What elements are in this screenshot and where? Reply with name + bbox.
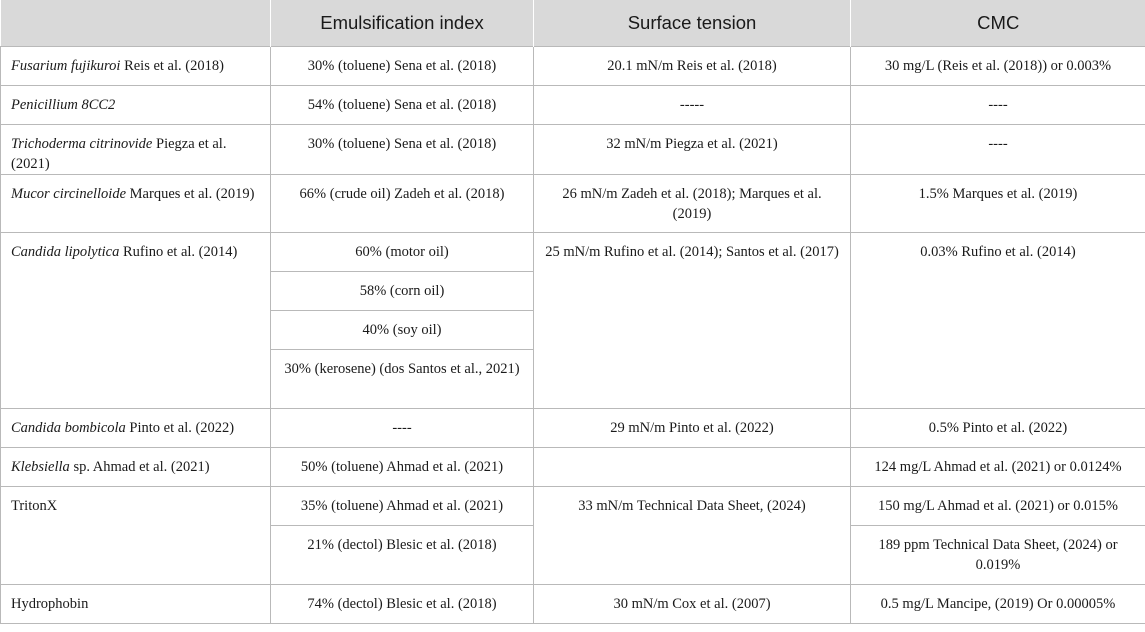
- emulsification-cell: 35% (toluene) Ahmad et al. (2021): [271, 487, 534, 526]
- table-row: [1, 487, 1145, 526]
- organism-cell: [1, 47, 271, 86]
- species-reference: Pinto et al. (2022): [125, 420, 235, 436]
- surface-tension-cell: 33 mN/m Technical Data Sheet, (2024): [534, 487, 851, 585]
- surface-tension-cell: 25 mN/m Rufino et al. (2014); Santos et al. (2017): [534, 233, 851, 409]
- emulsification-cell: 50% (toluene) Ahmad et al. (2021): [271, 448, 534, 487]
- organism-cell: [1, 448, 271, 487]
- emulsification-cell: 30% (toluene) Sena et al. (2018): [271, 47, 534, 86]
- cmc-cell: ----: [851, 86, 1145, 125]
- cmc-cell: 30 mg/L (Reis et al. (2018)) or 0.003%: [851, 47, 1145, 86]
- table-header-row: [1, 0, 1145, 47]
- emulsification-cell: 21% (dectol) Blesic et al. (2018): [271, 526, 534, 585]
- species-name: Trichoderma citrinovide: [11, 136, 153, 152]
- species-reference: Rufino et al. (2014): [119, 244, 238, 260]
- table-row: [1, 448, 1145, 487]
- table-row: [1, 125, 1145, 175]
- surface-tension-cell: [534, 448, 851, 487]
- header-emulsification-index: Emulsification index: [271, 0, 534, 47]
- cmc-cell: 0.03% Rufino et al. (2014): [851, 233, 1145, 409]
- emulsification-cell: 40% (soy oil): [271, 311, 534, 350]
- species-name: Klebsiella: [11, 459, 70, 475]
- organism-cell: [1, 125, 271, 175]
- species-reference: Piegza et al. (2021): [11, 136, 227, 172]
- table-row: [1, 47, 1145, 86]
- organism-cell: [1, 86, 271, 125]
- cmc-cell: 0.5% Pinto et al. (2022): [851, 409, 1145, 448]
- species-reference: Marques et al. (2019): [126, 186, 255, 202]
- table-row: [1, 585, 1145, 624]
- species-name: Mucor circinelloide: [11, 186, 127, 202]
- species-reference: Reis et al. (2018): [120, 58, 224, 74]
- table-row: [1, 175, 1145, 233]
- species-name: Penicillium 8CC2: [11, 97, 116, 113]
- species-name: Candida bombicola: [11, 420, 126, 436]
- cmc-cell: ----: [851, 125, 1145, 175]
- surface-tension-cell: 20.1 mN/m Reis et al. (2018): [534, 47, 851, 86]
- emulsification-cell: 58% (corn oil): [271, 272, 534, 311]
- organism-cell: [1, 175, 271, 233]
- species-name: Candida lipolytica: [11, 244, 120, 260]
- species-name: Fusarium fujikuroi: [11, 58, 121, 74]
- emulsification-cell: ----: [271, 409, 534, 448]
- surface-tension-cell: 26 mN/m Zadeh et al. (2018); Marques et al. (2019): [534, 175, 851, 233]
- table-row: [1, 233, 1145, 272]
- organism-cell: Hydrophobin: [1, 585, 271, 624]
- table-row: [1, 86, 1145, 125]
- surface-tension-cell: 30 mN/m Cox et al. (2007): [534, 585, 851, 624]
- surface-tension-cell: 32 mN/m Piegza et al. (2021): [534, 125, 851, 175]
- cmc-cell: 189 ppm Technical Data Sheet, (2024) or 0.019%: [851, 526, 1145, 585]
- table-row: [1, 409, 1145, 448]
- emulsification-cell: 30% (toluene) Sena et al. (2018): [271, 125, 534, 175]
- header-organism: [1, 0, 271, 47]
- cmc-cell: 124 mg/L Ahmad et al. (2021) or 0.0124%: [851, 448, 1145, 487]
- organism-cell: TritonX: [1, 487, 271, 585]
- emulsification-cell: 54% (toluene) Sena et al. (2018): [271, 86, 534, 125]
- surface-tension-cell: 29 mN/m Pinto et al. (2022): [534, 409, 851, 448]
- cmc-cell: 150 mg/L Ahmad et al. (2021) or 0.015%: [851, 487, 1145, 526]
- emulsification-cell: 30% (kerosene) (dos Santos et al., 2021): [271, 350, 534, 409]
- emulsification-cell: 60% (motor oil): [271, 233, 534, 272]
- organism-cell: [1, 409, 271, 448]
- emulsification-cell: 66% (crude oil) Zadeh et al. (2018): [271, 175, 534, 233]
- cmc-cell: 1.5% Marques et al. (2019): [851, 175, 1145, 233]
- organism-cell: [1, 233, 271, 409]
- emulsification-cell: 74% (dectol) Blesic et al. (2018): [271, 585, 534, 624]
- species-reference: sp. Ahmad et al. (2021): [69, 459, 210, 475]
- surface-tension-cell: -----: [534, 86, 851, 125]
- header-surface-tension: Surface tension: [534, 0, 851, 47]
- header-cmc: CMC: [851, 0, 1145, 47]
- cmc-cell: 0.5 mg/L Mancipe, (2019) Or 0.00005%: [851, 585, 1145, 624]
